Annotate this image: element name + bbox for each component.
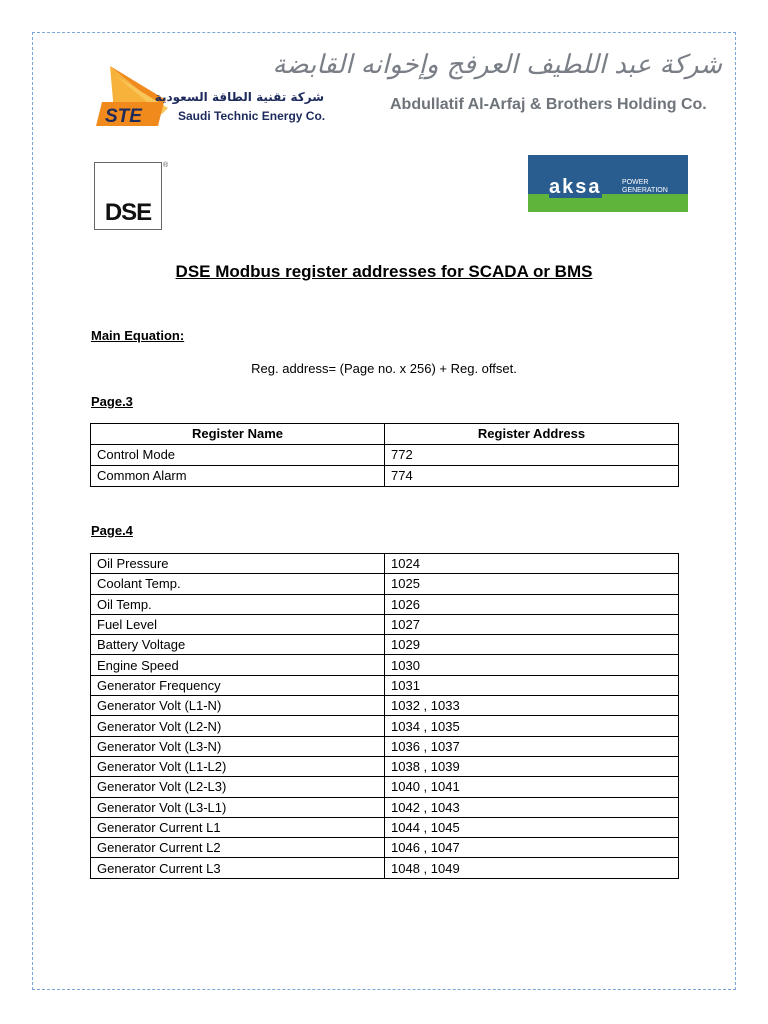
table-row	[91, 655, 679, 675]
register-address-cell: 1038 , 1039	[385, 756, 679, 776]
register-address-cell: 1025	[385, 574, 679, 594]
page4-register-table	[90, 553, 679, 879]
table-row	[91, 777, 679, 797]
page3-register-table	[90, 423, 679, 487]
ste-emblem-text: STE	[105, 106, 142, 127]
arfaj-arabic-name: شركة عبد اللطيف العرفج وإخوانه القابضة	[272, 50, 722, 80]
table-row	[91, 858, 679, 878]
aksa-logo-word: aksa	[549, 176, 602, 198]
document-title: DSE Modbus register addresses for SCADA or BMS	[175, 262, 593, 281]
table-row	[91, 594, 679, 614]
register-name-cell: Generator Current L3	[91, 858, 385, 878]
register-name-cell: Common Alarm	[91, 466, 385, 487]
table-row	[91, 797, 679, 817]
register-name-cell: Engine Speed	[91, 655, 385, 675]
dse-registered-mark: ®	[163, 162, 169, 169]
register-name-cell: Generator Volt (L1-N)	[91, 696, 385, 716]
register-address-cell: 772	[385, 445, 679, 466]
column-header-register-name: Register Name	[91, 424, 385, 445]
register-address-cell: 1024	[385, 554, 679, 574]
dse-logo-text: DSE	[104, 199, 152, 226]
table-row	[91, 574, 679, 594]
register-address-cell: 1030	[385, 655, 679, 675]
page4-heading: Page.4	[91, 523, 133, 538]
register-name-cell: Generator Volt (L2-N)	[91, 716, 385, 736]
table-row	[91, 817, 679, 837]
register-address-cell: 1032 , 1033	[385, 696, 679, 716]
table-row	[91, 635, 679, 655]
register-address-cell: 1044 , 1045	[385, 817, 679, 837]
table-row	[91, 445, 679, 466]
register-address-cell: 774	[385, 466, 679, 487]
register-name-cell: Generator Frequency	[91, 675, 385, 695]
table-row	[91, 466, 679, 487]
register-address-cell: 1042 , 1043	[385, 797, 679, 817]
register-address-cell: 1031	[385, 675, 679, 695]
table-row	[91, 696, 679, 716]
column-header-register-address: Register Address	[385, 424, 679, 445]
register-name-cell: Generator Volt (L1-L2)	[91, 756, 385, 776]
register-address-cell: 1036 , 1037	[385, 736, 679, 756]
ste-arabic-name: شركة تقنية الطاقة السعودية	[154, 90, 324, 104]
table-row	[91, 838, 679, 858]
register-name-cell: Oil Pressure	[91, 554, 385, 574]
register-name-cell: Generator Volt (L2-L3)	[91, 777, 385, 797]
table-row	[91, 675, 679, 695]
main-equation-heading: Main Equation:	[91, 328, 185, 343]
register-address-cell: 1040 , 1041	[385, 777, 679, 797]
dse-logo	[94, 162, 162, 230]
register-address-cell: 1027	[385, 614, 679, 634]
register-name-cell: Control Mode	[91, 445, 385, 466]
register-name-cell: Generator Volt (L3-N)	[91, 736, 385, 756]
register-name-cell: Generator Current L2	[91, 838, 385, 858]
equation-text: Reg. address= (Page no. x 256) + Reg. offset.	[251, 361, 517, 376]
aksa-logo	[528, 155, 688, 212]
register-name-cell: Generator Current L1	[91, 817, 385, 837]
register-name-cell: Generator Volt (L3-L1)	[91, 797, 385, 817]
register-address-cell: 1026	[385, 594, 679, 614]
arfaj-company-name: Abdullatif Al-Arfaj & Brothers Holding Co.	[390, 96, 707, 113]
table-row	[91, 614, 679, 634]
register-address-cell: 1048 , 1049	[385, 858, 679, 878]
register-name-cell: Battery Voltage	[91, 635, 385, 655]
page3-heading: Page.3	[91, 394, 133, 409]
register-address-cell: 1046 , 1047	[385, 838, 679, 858]
table-row	[91, 736, 679, 756]
table-row	[91, 554, 679, 574]
register-name-cell: Coolant Temp.	[91, 574, 385, 594]
register-address-cell: 1029	[385, 635, 679, 655]
register-name-cell: Fuel Level	[91, 614, 385, 634]
ste-company-name: Saudi Technic Energy Co.	[178, 109, 326, 123]
register-address-cell: 1034 , 1035	[385, 716, 679, 736]
table-header-row	[91, 424, 679, 445]
table-row	[91, 716, 679, 736]
aksa-logo-subtitle: POWER GENERATION	[622, 179, 668, 194]
register-name-cell: Oil Temp.	[91, 594, 385, 614]
table-row	[91, 756, 679, 776]
